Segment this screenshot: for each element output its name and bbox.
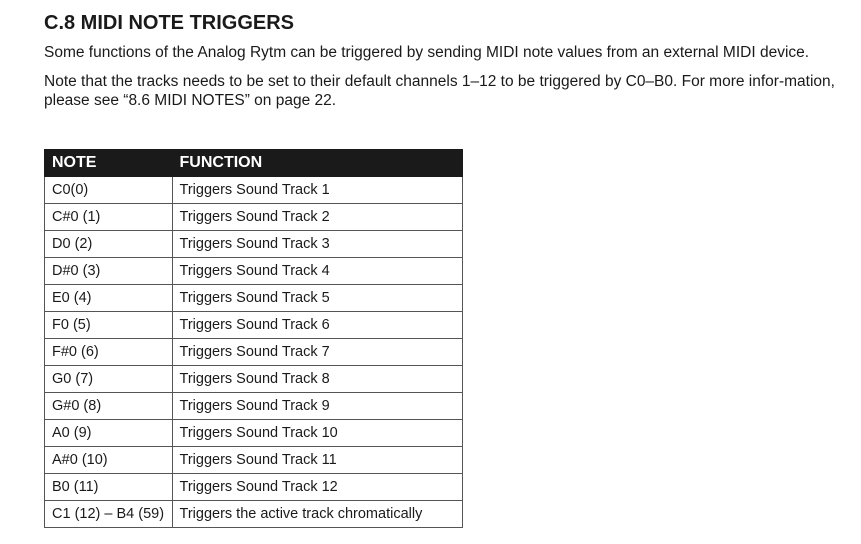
function-cell: Triggers Sound Track 4 — [172, 258, 462, 285]
note-cell: C#0 (1) — [45, 204, 173, 231]
table-row — [45, 474, 463, 501]
function-cell: Triggers Sound Track 9 — [172, 393, 462, 420]
note-cell: G0 (7) — [45, 366, 173, 393]
note-cell: F0 (5) — [45, 312, 173, 339]
table-row — [45, 312, 463, 339]
function-cell: Triggers Sound Track 8 — [172, 366, 462, 393]
note-cell: F#0 (6) — [45, 339, 173, 366]
header-note: NOTE — [45, 150, 173, 177]
table-row — [45, 204, 463, 231]
section-heading: C.8 MIDI NOTE TRIGGERS — [44, 12, 295, 34]
table-row — [45, 285, 463, 312]
table-header-row — [45, 150, 463, 177]
document-page — [44, 10, 849, 522]
note-cell: B0 (11) — [45, 474, 173, 501]
table-row — [45, 231, 463, 258]
header-function: FUNCTION — [172, 150, 462, 177]
table-row — [45, 420, 463, 447]
intro-paragraph: Some functions of the Analog Rytm can be triggered by sending MIDI note values from an external MIDI device. — [44, 44, 810, 61]
note-cell: G#0 (8) — [45, 393, 173, 420]
table-row — [45, 393, 463, 420]
function-cell: Triggers Sound Track 6 — [172, 312, 462, 339]
table-row — [45, 447, 463, 474]
function-cell: Triggers Sound Track 11 — [172, 447, 462, 474]
function-cell: Triggers Sound Track 3 — [172, 231, 462, 258]
note-cell: D0 (2) — [45, 231, 173, 258]
table-row — [45, 366, 463, 393]
note-cell: A0 (9) — [45, 420, 173, 447]
note-cell: A#0 (10) — [45, 447, 173, 474]
table-row — [45, 258, 463, 285]
function-cell: Triggers Sound Track 7 — [172, 339, 462, 366]
function-cell: Triggers Sound Track 2 — [172, 204, 462, 231]
table-row — [45, 339, 463, 366]
function-cell: Triggers Sound Track 12 — [172, 474, 462, 501]
table-row — [45, 501, 463, 528]
function-cell: Triggers Sound Track 1 — [172, 177, 462, 204]
function-cell: Triggers Sound Track 10 — [172, 420, 462, 447]
midi-note-table — [44, 149, 463, 528]
note-cell: E0 (4) — [45, 285, 173, 312]
note-cell: C1 (12) – B4 (59) — [45, 501, 173, 528]
note-cell: C0(0) — [45, 177, 173, 204]
table-row — [45, 177, 463, 204]
note-paragraph: Note that the tracks needs to be set to their default channels 1–12 to be triggered by C0–B0. For more infor-mation, please see “8.6 MIDI NOTES” on page 22. — [44, 73, 835, 109]
function-cell: Triggers the active track chromatically — [172, 501, 462, 528]
note-cell: D#0 (3) — [45, 258, 173, 285]
function-cell: Triggers Sound Track 5 — [172, 285, 462, 312]
